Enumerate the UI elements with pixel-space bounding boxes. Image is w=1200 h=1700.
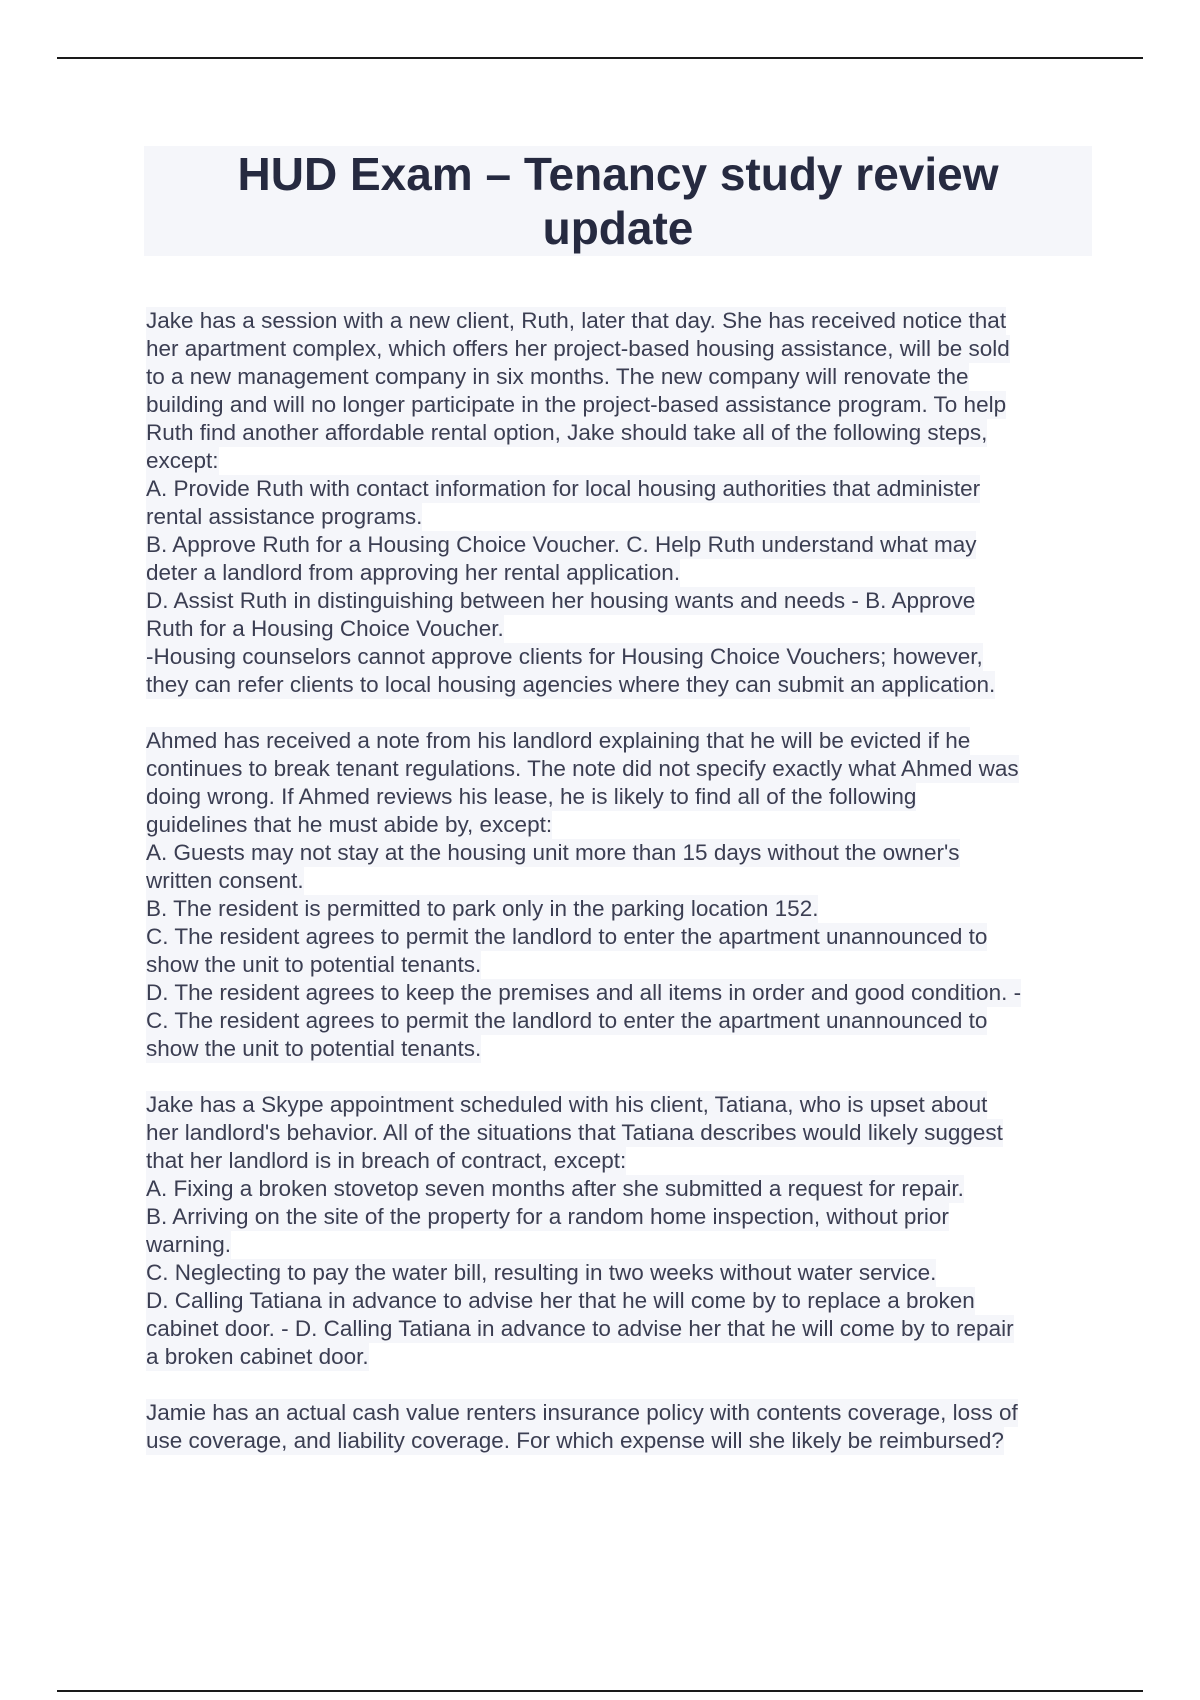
text-line: Jake has a session with a new client, Ruth, later that day. She has received notice that [146,308,1007,333]
title-banner [144,146,1092,256]
bottom-rule [57,1690,1143,1692]
text-line: rental assistance programs. [146,504,423,529]
text-line: written consent. [146,868,304,893]
text-line: guidelines that he must abide by, except: [146,812,553,837]
text-line: except: [146,448,219,473]
text-line: D. Calling Tatiana in advance to advise her that he will come by to replace a broken [146,1288,975,1313]
text-line: they can refer clients to local housing agencies where they can submit an application. [146,672,996,697]
question-block [146,1399,1096,1455]
top-rule [57,57,1143,59]
text-line: B. Arriving on the site of the property for a random home inspection, without prior [146,1204,949,1229]
text-line: Ruth for a Housing Choice Voucher. [146,616,504,641]
text-line: use coverage, and liability coverage. For which expense will she likely be reimbursed? [146,1428,1004,1453]
page-title: HUD Exam – Tenancy study review update [237,148,999,254]
text-line: warning. [146,1232,232,1257]
text-line: Ahmed has received a note from his landlord explaining that he will be evicted if he [146,728,971,753]
text-line: A. Provide Ruth with contact information for local housing authorities that administer [146,476,981,501]
text-line: A. Fixing a broken stovetop seven months after she submitted a request for repair. [146,1176,964,1201]
text-line: her apartment complex, which offers her project-based housing assistance, will be sold [146,336,1010,361]
question-block [146,307,1096,699]
document-body [146,307,1096,1483]
text-line: that her landlord is in breach of contract, except: [146,1148,627,1173]
question-block [146,727,1096,1063]
text-line: doing wrong. If Ahmed reviews his lease, he is likely to find all of the following [146,784,917,809]
text-line: B. The resident is permitted to park only in the parking location 152. [146,896,819,921]
text-line: C. The resident agrees to permit the landlord to enter the apartment unannounced to [146,924,988,949]
text-line: A. Guests may not stay at the housing unit more than 15 days without the owner's [146,840,960,865]
text-line: C. Neglecting to pay the water bill, resulting in two weeks without water service. [146,1260,937,1285]
text-line: cabinet door. - D. Calling Tatiana in advance to advise her that he will come by to repair [146,1316,1014,1341]
text-line: show the unit to potential tenants. [146,1036,482,1061]
text-line: a broken cabinet door. [146,1344,369,1369]
text-line: D. The resident agrees to keep the premises and all items in order and good condition. - [146,980,1022,1005]
text-line: building and will no longer participate in the project-based assistance program. To help [146,392,1007,417]
text-line: D. Assist Ruth in distinguishing between her housing wants and needs - B. Approve [146,588,976,613]
text-line: B. Approve Ruth for a Housing Choice Voucher. C. Help Ruth understand what may [146,532,977,557]
text-line: her landlord's behavior. All of the situations that Tatiana describes would likely suggest [146,1120,1003,1145]
text-line: -Housing counselors cannot approve clients for Housing Choice Vouchers; however, [146,644,983,669]
text-line: Jake has a Skype appointment scheduled with his client, Tatiana, who is upset about [146,1092,988,1117]
text-line: C. The resident agrees to permit the landlord to enter the apartment unannounced to [146,1008,988,1033]
text-line: Ruth find another affordable rental option, Jake should take all of the following steps, [146,420,988,445]
text-line: continues to break tenant regulations. The note did not specify exactly what Ahmed was [146,756,1019,781]
text-line: show the unit to potential tenants. [146,952,482,977]
text-line: Jamie has an actual cash value renters insurance policy with contents coverage, loss of [146,1400,1018,1425]
text-line: to a new management company in six months. The new company will renovate the [146,364,969,389]
text-line: deter a landlord from approving her rental application. [146,560,681,585]
question-block [146,1091,1096,1371]
